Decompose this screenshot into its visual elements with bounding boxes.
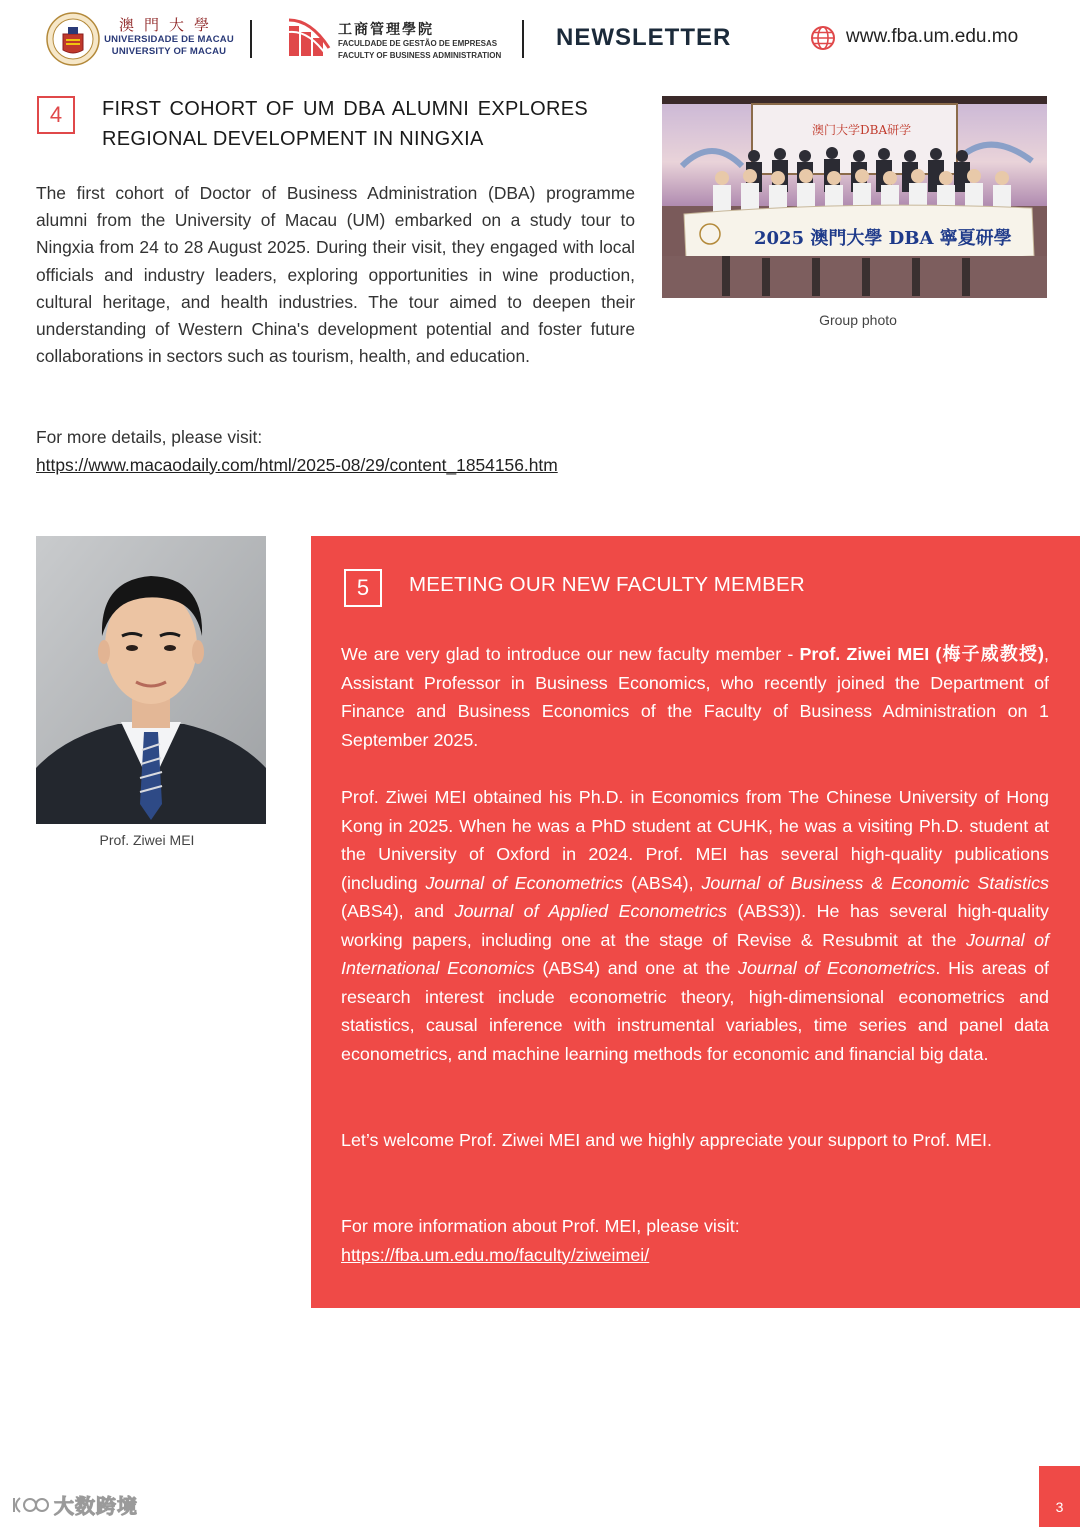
journal-name: Journal of Econometrics	[738, 958, 936, 978]
section-number-badge: 5	[344, 569, 382, 607]
text-run: We are very glad to introduce our new faculty member -	[341, 644, 800, 664]
bio-paragraph	[341, 783, 1049, 1068]
fba-wordmark	[338, 20, 501, 62]
website-link[interactable]: www.fba.um.edu.mo	[846, 26, 1019, 47]
intro-paragraph	[341, 640, 1049, 754]
journal-name: Journal of Applied Econometrics	[454, 901, 727, 921]
group-photo-caption: Group photo	[819, 312, 897, 328]
watermark	[10, 1490, 138, 1519]
newsletter-title: NEWSLETTER	[556, 24, 732, 51]
welcome-paragraph: Let’s welcome Prof. Ziwei MEI and we highly appreciate your support to Prof. MEI.	[341, 1130, 992, 1150]
um-wordmark	[104, 16, 234, 58]
fba-name-en: FACULTY OF BUSINESS ADMINISTRATION	[338, 51, 502, 60]
faculty-profile-link[interactable]: https://fba.um.edu.mo/faculty/ziweimei/	[341, 1244, 650, 1265]
journal-name: Journal of International Economics	[341, 929, 1049, 978]
journal-name: Journal of Econometrics	[425, 872, 624, 893]
section-title: FIRST COHORT OF UM DBA ALUMNI EXPLORES REGIONAL DEVELOPMENT IN NINGXIA	[102, 98, 588, 150]
page-number: 3	[1055, 1499, 1064, 1515]
watermark-text: 大数跨境	[54, 1496, 138, 1518]
more-details	[36, 424, 656, 479]
portrait-caption: Prof. Ziwei MEI	[99, 832, 195, 848]
um-name-pt: UNIVERSIDADE DE MACAU	[104, 34, 234, 45]
journal-name: Journal of Business & Economic Statistics	[701, 872, 1049, 893]
page-header	[0, 0, 1080, 80]
faculty-name: Prof. Ziwei MEI (梅子威教授)	[799, 644, 1045, 664]
um-name-cn: 澳門大學	[118, 16, 219, 34]
fba-name-pt: FACULDADE DE GESTÃO DE EMPRESAS	[338, 39, 498, 48]
text-run: . His areas of research interest include econometric theory, high-dimensional econometrics and statistics, causal inference with instrumental variables, time series and panel data econometrics, and machine learning methods for economic and financial big data.	[341, 958, 1049, 1064]
um-name-en: UNIVERSITY OF MACAU	[111, 46, 227, 57]
more-information	[341, 1212, 1049, 1269]
more-details-label: For more details, please visit:	[36, 427, 263, 447]
macaodaily-article-link[interactable]: https://www.macaodaily.com/html/2025-08/29/content_1854156.htm	[36, 454, 558, 475]
backdrop-title: 澳门大学DBA研学	[812, 123, 912, 137]
text-run: Prof. Ziwei MEI obtained his Ph.D. in Economics from The Chinese University of Hong Kong in 2025. When he was a PhD student at CUHK, he was a visiting Ph.D. student at the University of Oxford in 2024. Prof. MEI has several high-quality publications (including	[341, 787, 1049, 893]
text-run: (ABS4),	[623, 872, 702, 893]
section-number-badge: 4	[37, 96, 75, 134]
text-run: (ABS3)). He has several high-quality working papers, including one at the stage of Revise & Resubmit at the	[341, 901, 1049, 950]
section-body-text: The first cohort of Doctor of Business Administration (DBA) programme alumni from the University of Macau (UM) embarked on a study tour to Ningxia from 24 to 28 August 2025. During their visit, they engaged with local officials and industry leaders, exploring opportunities in wine production, cultural heritage, and health industries. The tour aimed to deepen their understanding of Western China's development potential and foster future collaborations in sectors such as tourism, health, and education.	[36, 183, 635, 367]
header-divider	[522, 20, 524, 58]
fba-name-cn: 工商管理學院	[338, 21, 434, 37]
faculty-portrait	[36, 536, 266, 824]
group-photo	[662, 96, 1047, 298]
watermark-logo-icon	[10, 1494, 50, 1516]
text-run: , Assistant Professor in Business Economics, who recently joined the Department of Finance and Business Economics of the Faculty of Business Administration on 1 September 2025.	[341, 644, 1049, 750]
banner-text: 2025 澳門大學 DBA 寧夏研學	[754, 228, 1012, 249]
text-run: (ABS4), and	[341, 901, 455, 921]
page-number-tab	[1039, 1466, 1080, 1527]
globe-icon	[810, 25, 836, 51]
fba-logo-icon	[287, 18, 331, 58]
more-information-label: For more information about Prof. MEI, please visit:	[341, 1216, 740, 1236]
text-run: (ABS4) and one at the	[534, 958, 739, 978]
university-of-macau-seal-icon	[46, 12, 100, 66]
header-divider	[250, 20, 252, 58]
section-title: MEETING OUR NEW FACULTY MEMBER	[409, 573, 805, 596]
